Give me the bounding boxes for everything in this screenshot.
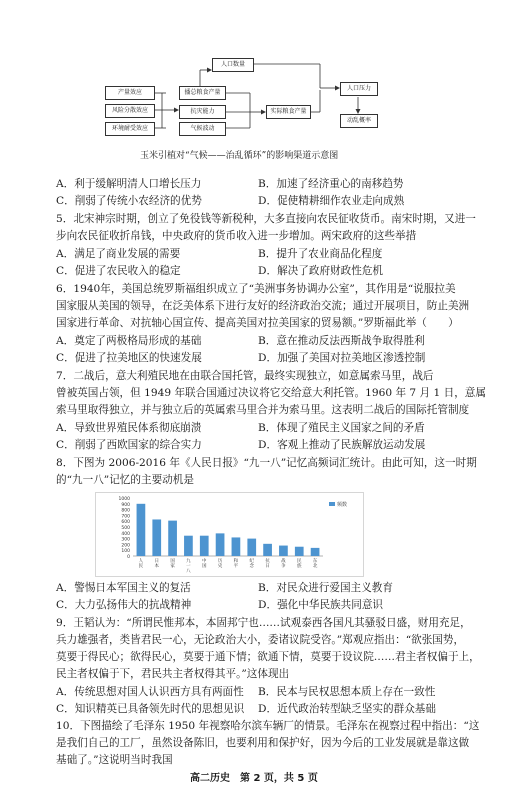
q10-stem-line2: 是我们自己的工厂，虽然设备陈旧，也要利用和保护好，因为今后的工业发展就是靠这做 [56, 737, 470, 749]
q10-stem-line3: 基础了。”这说明当时我国 [56, 754, 173, 766]
q4-option-b: B．加速了经济重心的南移趋势 [258, 178, 404, 190]
x-tick-label: 民族 [297, 559, 302, 569]
q7-option-a: A．导致世界殖民体系彻底崩溃 [56, 422, 202, 434]
q6-option-b: B．意在推动反法西斯战争取得胜利 [258, 335, 425, 347]
bar [200, 536, 209, 556]
box-disaster-resist: 抗灾能力 [179, 105, 226, 119]
q7-option-b: B．体现了殖民主义国家之间的矛盾 [258, 422, 425, 434]
bar [216, 533, 225, 556]
q7-option-c: C．削弱了西欧国家的综合实力 [56, 439, 202, 451]
q9-stem-line3: 莫要于得民心；欲得民心，莫要于通下情；欲通下情，莫要于设议院……君主者权偏于上， [56, 651, 480, 663]
chart-frame [96, 493, 364, 577]
q7-stem-line1: 7．二战后，意大利殖民地在由联合国托管，最终实现独立，如意属索马里，战后 [56, 370, 434, 382]
q5-option-b: B．提升了农业商品化程度 [258, 248, 383, 260]
bar [311, 548, 320, 556]
y-tick-label: 900 [121, 502, 130, 508]
bar [279, 546, 288, 556]
q9-option-b: B．民本与民权思想本质上存在一致性 [258, 686, 436, 698]
q5-option-a: A．满足了商业发展的需要 [56, 248, 181, 260]
x-tick-label: 历史 [217, 559, 223, 569]
q7-stem-line3: 索马里取得独立，并与独立后的英属索马里合并为索马里。这表明二战后的国际托管制度 [56, 404, 470, 416]
q9-option-c: C．知识精英已具备领先时代的思想见识 [56, 703, 245, 715]
x-tick-label: 抗日 [265, 559, 270, 569]
bar [263, 544, 272, 556]
bar [152, 519, 161, 556]
x-tick-label: 日本 [154, 559, 159, 569]
x-tick-label: 和平 [233, 559, 239, 569]
y-tick-label: 400 [121, 531, 130, 537]
y-tick-label: 500 [121, 526, 130, 531]
bar [137, 504, 146, 556]
q4-option-a: A．利于缓解明清人口增长压力 [56, 178, 202, 190]
q8-stem-line1: 8．下图为 2006-2016 年《人民日报》“九一八”记忆高频词汇统计。由此可知，这一时期 [56, 457, 477, 469]
bar [295, 547, 304, 556]
x-tick-label: 九一八 [186, 559, 191, 574]
x-tick-label: 战争 [281, 559, 286, 569]
box-output-effect: 产量效应 [105, 86, 155, 100]
x-tick-label: 国家 [170, 559, 175, 569]
q6-option-d: D．加强了美国对拉美地区渗透控制 [258, 352, 426, 364]
bar [184, 536, 193, 556]
q8-option-a: A．警惕日本军国主义的复活 [56, 582, 191, 594]
q6-option-c: C．促进了拉美地区的快速发展 [56, 352, 202, 364]
q5-stem-line2: 步向农民征收折帛钱，中央政府的货币收入进一步增加。两宋政府的这些举措 [56, 230, 417, 242]
x-tick-label: 中国 [202, 559, 207, 569]
q8-option-c: C．大力弘扬伟大的抗战精神 [56, 599, 192, 611]
q5-stem-line1: 5．北宋神宗时期，创立了免役钱等新税种，大多直接向农民征收货币。南宋时期，又进一 [56, 213, 476, 225]
y-tick-label: 600 [121, 520, 130, 526]
q6-option-a: A．奠定了两极格局形成的基础 [56, 335, 202, 347]
y-tick-label: 100 [121, 549, 130, 555]
q6-stem-line3: 国家进行革命、对抗轴心国宣传、提高美国对拉美国家的贸易额。”罗斯福此举（ ） [56, 317, 459, 329]
q6-stem-line2: 国家服从美国的领导，在泛美体系下进行友好的经济政治交流；通过开展项目，防止美洲 [56, 300, 470, 312]
q10-stem-line1: 10．下图描绘了毛泽东 1950 年视察哈尔滨车辆厂的情景。毛泽东在视察过程中指出：“这 [56, 720, 480, 732]
word-frequency-chart [95, 492, 365, 578]
q9-option-a: A．传统思想对国人认识西方具有两面性 [56, 686, 244, 698]
q8-option-d: D．强化中华民族共同意识 [258, 599, 384, 611]
x-tick-label: 纪念 [249, 559, 254, 569]
legend-swatch [329, 502, 335, 506]
q8-option-b: B．对民众进行爱国主义教育 [258, 582, 393, 594]
y-tick-label: 700 [121, 514, 130, 520]
legend-label: 频数 [337, 502, 348, 508]
box-risk-spread: 风险分散效应 [105, 104, 155, 118]
y-tick-label: 1000 [118, 497, 130, 502]
q7-stem-line2: 曾被英国占领，但 1949 年联合国通过决议将它交给意大利托管。1960 年 7 月 1 日，意属 [56, 387, 486, 399]
q9-option-d: D．近代政治转型缺乏坚实的群众基础 [258, 703, 436, 715]
x-tick-label: 人民 [138, 559, 144, 569]
y-tick-label: 300 [121, 537, 130, 543]
q9-stem-line2: 兵力雄强者，类皆君民一心，无论政治大小，委诸议院受咨。”郑观应指出：“欲张国势， [56, 634, 465, 646]
box-actual-food: 实际粮食产量 [266, 105, 311, 119]
q9-stem-line1: 9．王韬认为：“所谓民惟邦本，本固邦宁也……试观泰西各国凡其骚驳日盛，财用充足， [56, 617, 471, 629]
q5-option-c: C．促进了农民收入的稳定 [56, 265, 181, 277]
box-pop-pressure: 人口压力 [340, 82, 378, 96]
q4-option-c: C．削弱了传统小农经济的优势 [56, 195, 202, 207]
q9-stem-line4: 民主者权偏于下，君民共主者权得其平。”这体现出 [56, 668, 290, 680]
y-tick-label: 200 [121, 543, 130, 549]
bar [168, 521, 177, 556]
box-pop-count: 人口数量 [212, 58, 254, 72]
q4-option-d: D．促使精耕细作农业走向成熟 [258, 195, 405, 207]
box-unrest: 动乱概率 [340, 114, 378, 128]
y-tick-label: 0 [127, 555, 130, 560]
page-footer: 高二历史 第 2 页，共 5 页 [190, 773, 318, 784]
q6-stem-line1: 6．1940年，美国总统罗斯福组织成立了“美洲事务协调办公室”，其作用是“说服拉美 [56, 283, 456, 295]
box-climate-shock: 气候波动 [179, 122, 226, 136]
y-tick-label: 800 [121, 508, 130, 514]
q5-option-d: D．解决了政府财政性危机 [258, 265, 384, 277]
bar [247, 539, 256, 556]
box-env-adapt: 环境耐受效应 [105, 122, 155, 136]
diagram-arrows [0, 0, 515, 160]
bar [232, 537, 241, 556]
q7-option-d: D．客观上推动了民族解放运动发展 [258, 439, 426, 451]
q8-stem-line2: 的“九一八”记忆的主要动机是 [56, 474, 194, 486]
diagram-caption: 玉米引植对“气候——治乱循环”的影响渠道示意图 [140, 151, 339, 161]
x-tick-label: 东北 [312, 559, 318, 569]
box-total-food: 播总粮食产量 [179, 86, 226, 100]
